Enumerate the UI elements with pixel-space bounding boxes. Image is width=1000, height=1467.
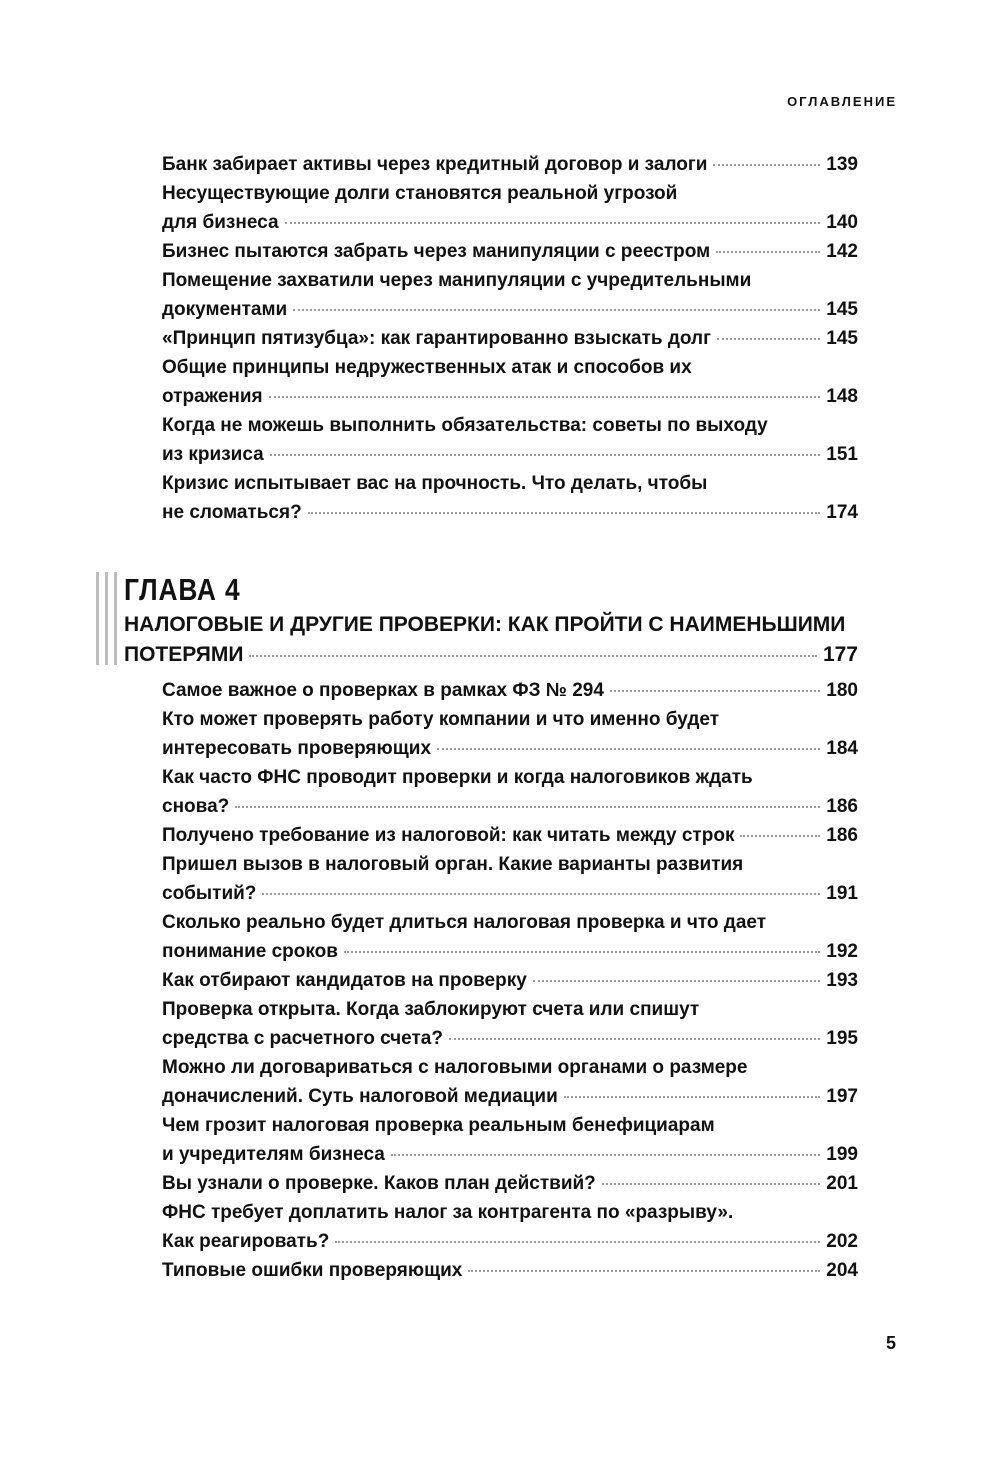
- dot-leader: [344, 951, 820, 953]
- dot-leader: [716, 251, 820, 253]
- toc-entry-page: 186: [826, 796, 858, 817]
- dot-leader: [713, 164, 820, 166]
- toc-entry-title-line: Получено требование из налоговой: как читать между строк: [162, 825, 735, 846]
- toc-entry[interactable]: [162, 676, 858, 705]
- dot-leader: [610, 690, 820, 692]
- toc-entry[interactable]: [162, 1111, 858, 1169]
- toc-entry[interactable]: [162, 237, 858, 266]
- toc-entry-title-line: снова?: [162, 796, 230, 817]
- toc-entry-page: 145: [826, 299, 858, 320]
- toc-entry-page: 180: [826, 680, 858, 701]
- dot-leader: [717, 338, 820, 340]
- toc-entry-page: 192: [826, 941, 858, 962]
- toc-entry-page: 199: [826, 1144, 858, 1165]
- chapter-decor-bars: [96, 572, 117, 665]
- toc-entry-title-line: Несуществующие долги становятся реальной угрозой: [162, 183, 678, 204]
- chapter-title-line: ПОТЕРЯМИ: [124, 643, 244, 666]
- toc-entry[interactable]: [162, 1198, 858, 1256]
- chapter-heading: [96, 570, 858, 670]
- dot-leader: [564, 1096, 821, 1098]
- toc-entry-title-line: Как реагировать?: [162, 1231, 330, 1252]
- toc-entry-page: 191: [826, 883, 858, 904]
- toc-entry[interactable]: [162, 966, 858, 995]
- toc-entry[interactable]: [162, 908, 858, 966]
- toc-entry-page: 140: [826, 212, 858, 233]
- toc-entry[interactable]: [162, 821, 858, 850]
- toc-entry[interactable]: [162, 150, 858, 179]
- toc-entry-page: 151: [826, 444, 858, 465]
- toc-entry-page: 204: [826, 1260, 858, 1281]
- chapter-title-line: НАЛОГОВЫЕ И ДРУГИЕ ПРОВЕРКИ: КАК ПРОЙТИ С НАИМЕНЬШИМИ: [124, 613, 846, 636]
- toc-entry-title-line: «Принцип пятизубца»: как гарантированно взыскать долг: [162, 328, 712, 349]
- toc-entry[interactable]: [162, 763, 858, 821]
- dot-leader: [449, 1038, 820, 1040]
- toc-entry-title-line: из кризиса: [162, 444, 264, 465]
- dot-leader: [270, 454, 821, 456]
- dot-leader: [262, 893, 820, 895]
- dot-leader: [602, 1183, 821, 1185]
- dot-leader: [285, 222, 821, 224]
- toc-entry-title-line: Пришел вызов в налоговый орган. Какие варианты развития: [162, 854, 744, 875]
- toc-entry-page: 201: [826, 1173, 858, 1194]
- toc-list-top: [162, 150, 858, 527]
- toc-entry[interactable]: [162, 850, 858, 908]
- dot-leader: [740, 835, 820, 837]
- chapter-page: 177: [822, 643, 858, 666]
- toc-entry[interactable]: [162, 705, 858, 763]
- toc-entry[interactable]: [162, 469, 858, 527]
- toc-entry-title-line: Проверка открыта. Когда заблокируют счета или спишут: [162, 999, 700, 1020]
- toc-entry-title-line: Чем грозит налоговая проверка реальным бенефициарам: [162, 1115, 715, 1136]
- toc-entry-page: 184: [826, 738, 858, 759]
- toc-entry[interactable]: [162, 266, 858, 324]
- toc-entry-title-line: Помещение захватили через манипуляции с учредительными: [162, 270, 752, 291]
- toc-entry-page: 142: [826, 241, 858, 262]
- toc-entry-title-line: для бизнеса: [162, 212, 279, 233]
- toc-entry-title-line: Самое важное о проверках в рамках ФЗ № 294: [162, 680, 604, 701]
- toc-entry[interactable]: [162, 1053, 858, 1111]
- toc-entry-title-line: интересовать проверяющих: [162, 738, 432, 759]
- toc-entry-title-line: Когда не можешь выполнить обязательства: советы по выходу: [162, 415, 768, 436]
- toc-entry-title-line: доначислений. Суть налоговой медиации: [162, 1086, 558, 1107]
- toc-entry-title-line: понимание сроков: [162, 941, 338, 962]
- toc-entry-page: 197: [826, 1086, 858, 1107]
- toc-entry-title-line: Сколько реально будет длиться налоговая проверка и что дает: [162, 912, 767, 933]
- toc-entry-title-line: Вы узнали о проверке. Каков план действий?: [162, 1173, 596, 1194]
- toc-entry[interactable]: [162, 995, 858, 1053]
- toc-entry-page: 139: [826, 154, 858, 175]
- toc-entry-title-line: не сломаться?: [162, 502, 302, 523]
- toc-entry[interactable]: [162, 1256, 858, 1285]
- dot-leader: [269, 396, 821, 398]
- toc-entry[interactable]: [162, 411, 858, 469]
- toc-entry-title-line: Кто может проверять работу компании и что именно будет: [162, 709, 720, 730]
- toc-entry-title-line: ФНС требует доплатить налог за контрагента по «разрыву».: [162, 1202, 734, 1223]
- chapter-title: [124, 610, 858, 670]
- toc-entry-title-line: Как часто ФНС проводит проверки и когда налоговиков ждать: [162, 767, 753, 788]
- chapter-label: ГЛАВА 4: [124, 572, 241, 607]
- dot-leader: [335, 1241, 820, 1243]
- toc-entry-title-line: Бизнес пытаются забрать через манипуляции с реестром: [162, 241, 711, 262]
- dot-leader: [249, 655, 817, 657]
- toc-entry-title-line: средства с расчетного счета?: [162, 1028, 443, 1049]
- dot-leader: [437, 748, 820, 750]
- toc-entry[interactable]: [162, 1169, 858, 1198]
- toc-list-chapter: [162, 676, 858, 1285]
- dot-leader: [468, 1270, 820, 1272]
- toc-entry-title-line: событий?: [162, 883, 257, 904]
- toc-entry-title-line: и учредителям бизнеса: [162, 1144, 385, 1165]
- toc-entry-page: 148: [826, 386, 858, 407]
- toc-entry-title-line: отражения: [162, 386, 263, 407]
- toc-entry-title-line: Банк забирает активы через кредитный договор и залоги: [162, 154, 708, 175]
- toc-entry[interactable]: [162, 353, 858, 411]
- toc-entry-page: 174: [826, 502, 858, 523]
- toc-entry-title-line: Можно ли договариваться с налоговыми органами о размере: [162, 1057, 748, 1078]
- toc-entry-title-line: Как отбирают кандидатов на проверку: [162, 970, 527, 991]
- toc-entry-title-line: Типовые ошибки проверяющих: [162, 1260, 463, 1281]
- dot-leader: [391, 1154, 820, 1156]
- page-number: 5: [885, 1333, 896, 1353]
- toc-entry-page: 145: [826, 328, 858, 349]
- toc-entry-title-line: документами: [162, 299, 288, 320]
- toc-entry-title-line: Кризис испытывает вас на прочность. Что делать, чтобы: [162, 473, 708, 494]
- toc-entry-page: 193: [826, 970, 858, 991]
- dot-leader: [533, 980, 821, 982]
- toc-entry-page: 202: [826, 1231, 858, 1252]
- dot-leader: [308, 512, 821, 514]
- dot-leader: [293, 309, 820, 311]
- toc-entry-page: 195: [826, 1028, 858, 1049]
- toc-entry[interactable]: [162, 324, 858, 353]
- toc-entry-page: 186: [826, 825, 858, 846]
- toc-entry[interactable]: [162, 179, 858, 237]
- dot-leader: [235, 806, 820, 808]
- running-head: ОГЛАВЛЕНИЕ: [787, 94, 897, 109]
- toc-entry-title-line: Общие принципы недружественных атак и способов их: [162, 357, 692, 378]
